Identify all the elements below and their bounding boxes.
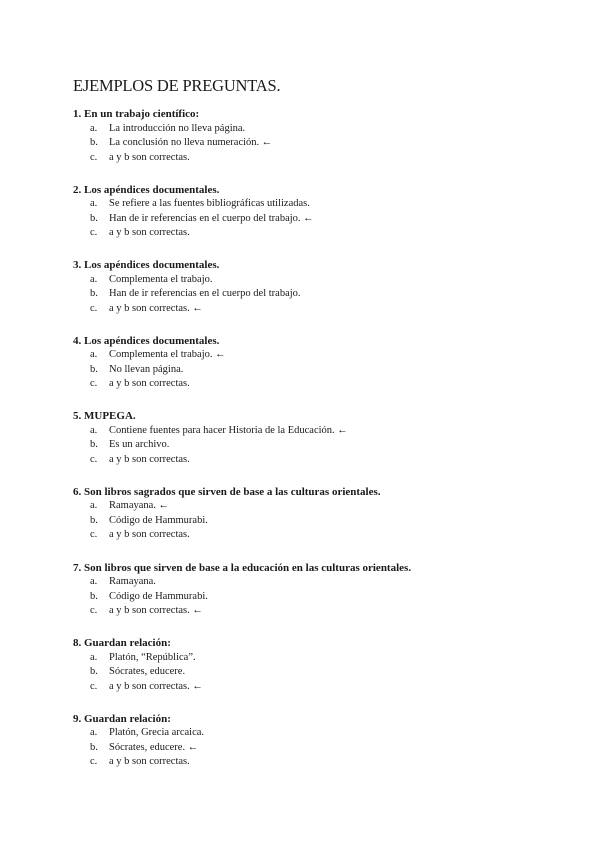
question-text: Guardan relación:	[84, 637, 171, 650]
answer-option	[73, 741, 543, 756]
question-number: 6.	[73, 485, 82, 498]
option-letter: a.	[90, 122, 98, 134]
question-7	[73, 561, 543, 619]
question-heading	[73, 485, 543, 500]
answer-option	[73, 348, 543, 363]
option-text: a y b son correctas. ←	[109, 605, 203, 617]
question-heading	[73, 712, 543, 727]
option-letter: c.	[90, 529, 98, 541]
answer-option	[73, 302, 543, 317]
question-number: 8.	[73, 637, 82, 650]
answer-option	[73, 377, 543, 392]
option-text: a y b son correctas.	[109, 756, 190, 768]
question-heading	[73, 258, 543, 273]
question-number: 4.	[73, 334, 82, 347]
answer-option	[73, 528, 543, 543]
question-number: 3.	[73, 259, 82, 272]
question-text: MUPEGA.	[84, 410, 136, 423]
answer-option	[73, 726, 543, 741]
question-4	[73, 334, 543, 392]
question-2	[73, 183, 543, 241]
option-letter: b.	[90, 288, 98, 300]
question-text: En un trabajo científico:	[84, 108, 200, 120]
option-text: Platón, “República”.	[109, 651, 196, 663]
option-letter: c.	[90, 680, 98, 692]
option-text: a y b son correctas. ←	[109, 680, 203, 692]
question-heading	[73, 334, 543, 349]
answer-option	[73, 287, 543, 302]
option-text: La conclusión no lleva numeración. ←	[109, 137, 273, 148]
option-letter: a.	[90, 273, 98, 285]
question-heading	[73, 183, 543, 198]
option-letter: b.	[90, 590, 98, 602]
question-number: 9.	[73, 712, 82, 725]
question-text: Los apéndices documentales.	[84, 183, 220, 196]
answer-option	[73, 651, 543, 666]
question-number: 7.	[73, 561, 82, 574]
question-heading	[73, 636, 543, 651]
question-9	[73, 712, 543, 770]
question-8	[73, 636, 543, 694]
option-text: Ramayana. ←	[109, 500, 170, 512]
option-text: Código de Hammurabi.	[109, 590, 208, 602]
option-text: Platón, Grecia arcaica.	[109, 727, 205, 739]
question-list	[73, 107, 543, 787]
option-letter: b.	[90, 741, 98, 753]
option-letter: b.	[90, 439, 98, 451]
option-text: Se refiere a las fuentes bibliográficas utilizadas.	[109, 198, 310, 210]
question-6	[73, 485, 543, 543]
option-text: Complementa el trabajo.	[109, 273, 213, 285]
answer-option	[73, 680, 543, 695]
option-text: La introducción no lleva página.	[109, 122, 246, 134]
option-letter: a.	[90, 727, 98, 739]
option-text: Complementa el trabajo. ←	[109, 349, 226, 361]
page-title: EJEMPLOS DE PREGUNTAS.	[73, 76, 281, 95]
question-3	[73, 258, 543, 316]
option-letter: b.	[90, 137, 98, 148]
question-text: Son libros que sirven de base a la educación en las culturas orientales.	[84, 561, 412, 574]
question-number: 1.	[73, 108, 82, 120]
question-number: 2.	[73, 183, 82, 196]
option-text: a y b son correctas.	[109, 227, 190, 239]
answer-option	[73, 438, 543, 453]
option-text: a y b son correctas. ←	[109, 302, 203, 314]
option-letter: c.	[90, 453, 98, 465]
option-text: Han de ir referencias en el cuerpo del trabajo.	[109, 288, 301, 300]
option-letter: a.	[90, 651, 98, 663]
answer-option	[73, 212, 543, 227]
answer-option	[73, 575, 543, 590]
question-1	[73, 107, 543, 165]
option-letter: c.	[90, 756, 98, 768]
option-letter: b.	[90, 514, 98, 526]
answer-option	[73, 136, 543, 151]
answer-option	[73, 273, 543, 288]
answer-option	[73, 755, 543, 770]
option-text: Código de Hammurabi.	[109, 514, 208, 526]
option-letter: b.	[90, 666, 98, 678]
answer-option	[73, 226, 543, 241]
question-heading	[73, 561, 543, 576]
option-letter: b.	[90, 363, 98, 375]
question-number: 5.	[73, 410, 82, 423]
option-letter: c.	[90, 605, 98, 617]
option-text: Sócrates, educere.	[109, 666, 186, 678]
option-letter: b.	[90, 212, 98, 224]
answer-option	[73, 122, 543, 137]
answer-option	[73, 665, 543, 680]
question-text: Guardan relación:	[84, 712, 171, 725]
question-text: Son libros sagrados que sirven de base a las culturas orientales.	[84, 485, 381, 498]
question-heading	[73, 409, 543, 424]
question-text: Los apéndices documentales.	[84, 259, 220, 272]
option-text: Ramayana.	[109, 576, 156, 588]
option-letter: c.	[90, 227, 98, 239]
answer-option	[73, 197, 543, 212]
option-text: No llevan página.	[109, 363, 184, 375]
option-letter: a.	[90, 576, 98, 588]
answer-option	[73, 499, 543, 514]
question-heading	[73, 107, 543, 122]
option-letter: a.	[90, 198, 98, 210]
option-text: Han de ir referencias en el cuerpo del trabajo. ←	[109, 212, 314, 224]
answer-option	[73, 514, 543, 529]
answer-option	[73, 424, 543, 439]
option-text: Es un archivo.	[109, 439, 170, 451]
option-letter: a.	[90, 500, 98, 512]
question-text: Los apéndices documentales.	[84, 334, 220, 347]
option-letter: a.	[90, 424, 98, 436]
question-5	[73, 409, 543, 467]
answer-option	[73, 590, 543, 605]
option-text: a y b son correctas.	[109, 151, 190, 163]
option-letter: c.	[90, 378, 98, 390]
option-text: a y b son correctas.	[109, 378, 190, 390]
option-text: Sócrates, educere. ←	[109, 741, 199, 753]
option-text: Contiene fuentes para hacer Historia de la Educación. ←	[109, 424, 348, 436]
option-letter: c.	[90, 302, 98, 314]
answer-option	[73, 604, 543, 619]
option-text: a y b son correctas.	[109, 453, 190, 465]
option-text: a y b son correctas.	[109, 529, 190, 541]
answer-option	[73, 151, 543, 166]
answer-option	[73, 453, 543, 468]
answer-option	[73, 363, 543, 378]
option-letter: a.	[90, 349, 98, 361]
option-letter: c.	[90, 151, 98, 163]
